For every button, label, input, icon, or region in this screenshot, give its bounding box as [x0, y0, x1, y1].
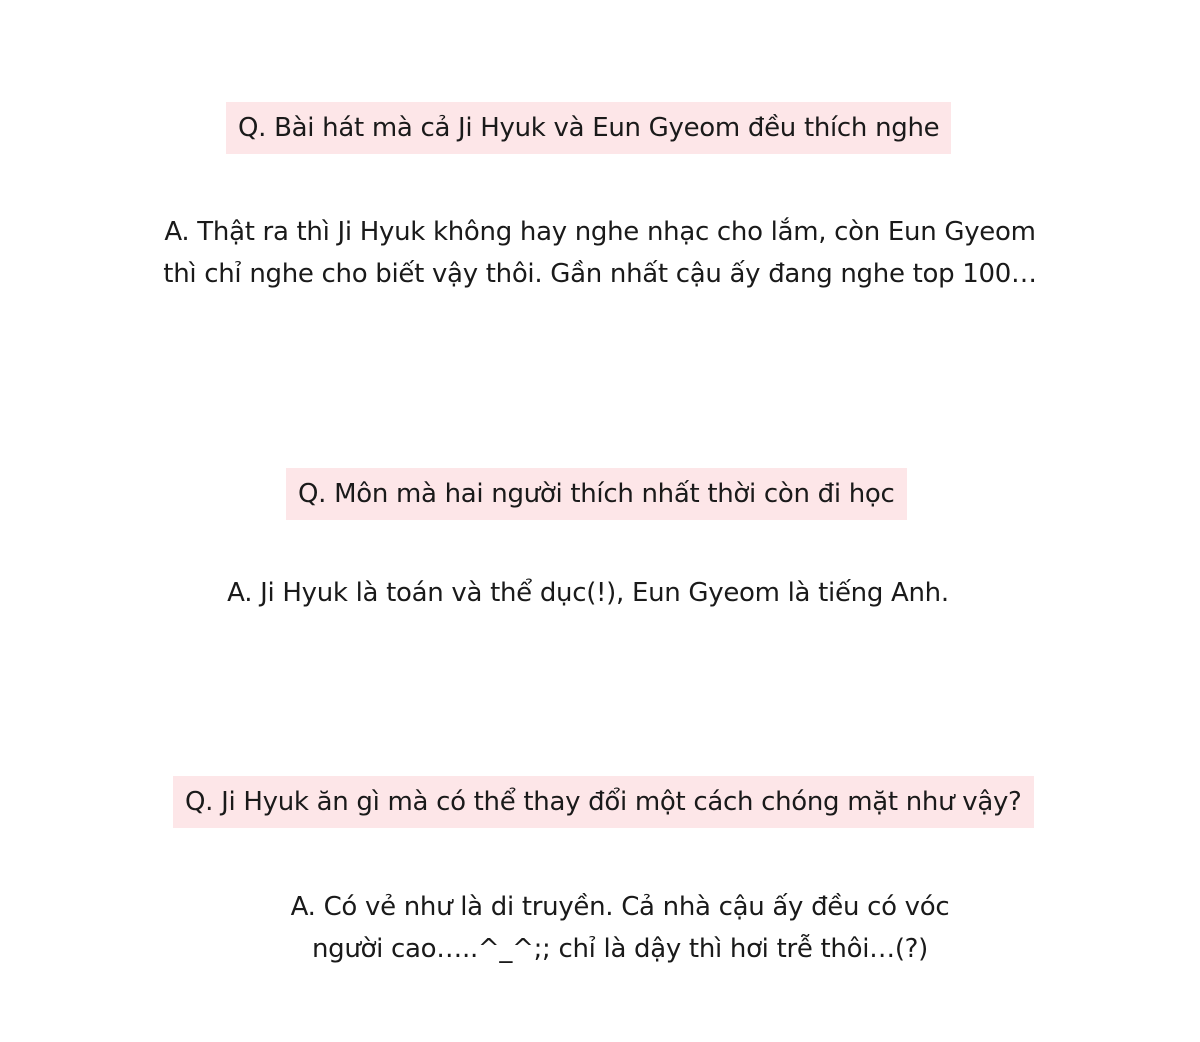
question-3-heading: Q. Ji Hyuk ăn gì mà có thể thay đổi một cách chóng mặt như vậy?: [173, 776, 1034, 828]
answer-3-line-1: A. Có vẻ như là di truyền. Cả nhà cậu ấy đều có vóc: [290, 892, 950, 922]
question-2-heading: Q. Môn mà hai người thích nhất thời còn đi học: [286, 468, 907, 520]
answer-1-text: [0, 211, 1200, 295]
answer-2-line-1: A. Ji Hyuk là toán và thể dục(!), Eun Gyeom là tiếng Anh.: [227, 578, 949, 608]
answer-2-text: [0, 572, 1176, 614]
answer-1-line-2: thì chỉ nghe cho biết vậy thôi. Gần nhất cậu ấy đang nghe top 100…: [163, 259, 1037, 289]
answer-3-line-2: người cao…..^_^;; chỉ là dậy thì hơi trễ thôi…(?): [311, 934, 929, 964]
question-1-heading: Q. Bài hát mà cả Ji Hyuk và Eun Gyeom đều thích nghe: [226, 102, 951, 154]
answer-3-text: [0, 886, 1200, 970]
answer-1-line-1: A. Thật ra thì Ji Hyuk không hay nghe nhạc cho lắm, còn Eun Gyeom: [164, 217, 1036, 247]
